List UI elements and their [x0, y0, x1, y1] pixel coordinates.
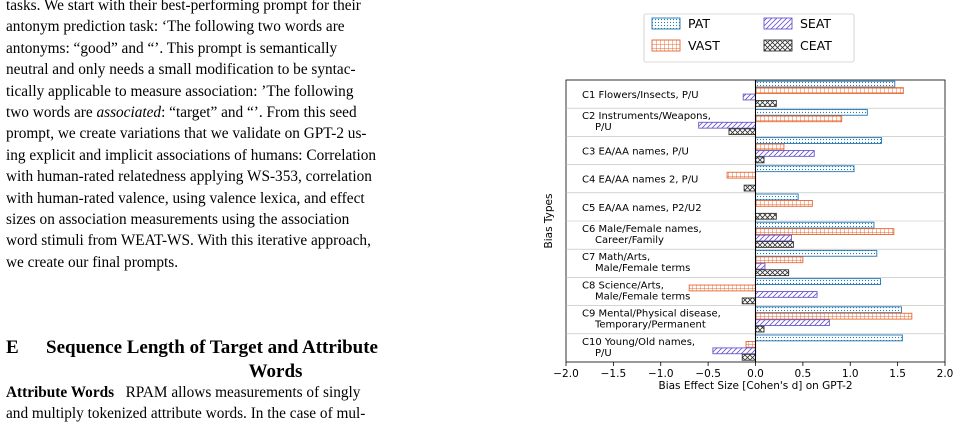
- bar-seat: [699, 122, 756, 128]
- text-line: and multiply tokenized attribute words. In the case of mul-: [6, 403, 487, 424]
- legend-swatch-seat: [764, 18, 792, 29]
- text-line: ing explicit and implicit associations of humans: Correlation: [6, 145, 487, 166]
- text-line: with human-rated valence, using valence lexica, and effect: [6, 188, 487, 209]
- top-paragraph: [6, 0, 487, 273]
- bar-ceat: [756, 213, 777, 219]
- category-label: [582, 203, 702, 214]
- bar-vast: [756, 116, 842, 122]
- x-axis-label: Bias Effect Size [Cohen's d] on GPT-2: [658, 380, 852, 392]
- bar-vast: [756, 313, 912, 319]
- bar-pat: [756, 335, 903, 341]
- legend-swatch-pat: [652, 18, 680, 29]
- bar-vast: [756, 88, 904, 94]
- category-label: [582, 337, 695, 359]
- bar-ceat: [729, 129, 756, 135]
- x-tick-label: 1.0: [842, 368, 859, 380]
- category-label-line: C3 EA/AA names, P/U: [582, 147, 689, 158]
- paragraph-runin-heading: Attribute Words: [6, 384, 114, 401]
- bias-effect-chart: [540, 0, 959, 424]
- section-number: E: [6, 336, 19, 360]
- bar-vast: [727, 172, 755, 178]
- bar-ceat: [756, 270, 789, 276]
- category-label-line: C1 Flowers/Insects, P/U: [582, 90, 699, 101]
- category-label: [582, 252, 690, 274]
- x-tick-label: −2.0: [553, 368, 579, 380]
- bar-pat: [756, 307, 902, 313]
- bar-pat: [756, 81, 895, 87]
- category-label-line: C8 Science/Arts,: [582, 280, 664, 291]
- category-label-line: C4 EA/AA names 2, P/U: [582, 175, 698, 186]
- category-label-line: C7 Math/Arts,: [582, 252, 650, 263]
- category-label-line: Career/Family: [595, 235, 664, 246]
- bar-seat: [756, 292, 818, 298]
- x-tick-label: 0.5: [795, 368, 812, 380]
- bar-pat: [756, 194, 799, 200]
- bar-pat: [756, 138, 882, 144]
- text-line: sizes on association measurements using the association: [6, 209, 487, 230]
- category-label-line: C2 Instruments/Weapons,: [582, 111, 711, 122]
- category-label-line: C5 EA/AA names, P2/U2: [582, 203, 702, 214]
- bar-pat: [756, 109, 868, 115]
- bottom-paragraph: [6, 382, 487, 425]
- category-label-line: C9 Mental/Physical disease,: [582, 309, 721, 320]
- category-label-line: Male/Female terms: [595, 263, 690, 274]
- bar-ceat: [756, 101, 777, 107]
- text-line: tasks. We start with their best-performing prompt for their: [6, 0, 487, 16]
- category-label: [582, 280, 690, 302]
- section-title-line1: Sequence Length of Target and Attribute: [46, 336, 378, 360]
- bar-vast: [756, 257, 803, 263]
- category-label: [582, 309, 721, 331]
- italic-word: associated: [96, 104, 161, 121]
- bar-seat: [743, 94, 755, 100]
- bar-ceat: [756, 326, 765, 332]
- legend-swatch-ceat: [764, 40, 792, 51]
- bar-pat: [756, 279, 881, 285]
- bar-ceat: [756, 242, 794, 248]
- category-label-line: Temporary/Permanent: [594, 320, 706, 331]
- category-label: [582, 175, 698, 186]
- plot-area: [543, 80, 953, 392]
- bar-seat: [756, 263, 765, 269]
- bar-vast: [746, 341, 755, 347]
- section-title-line2: Words: [6, 360, 487, 384]
- text-line: [6, 382, 487, 403]
- bar-seat: [756, 320, 830, 326]
- text-line: word stimuli from WEAT-WS. With this iterative approach,: [6, 230, 487, 251]
- category-label-line: P/U: [595, 122, 612, 133]
- text-line: tically applicable to measure association: ’The following: [6, 81, 487, 102]
- legend-label-vast: VAST: [688, 38, 720, 53]
- text-line: antonym prediction task: ‘The following two words are: [6, 16, 487, 37]
- legend-swatch-vast: [652, 40, 680, 51]
- bar-seat: [756, 235, 792, 241]
- category-label-line: C6 Male/Female names,: [582, 224, 702, 235]
- legend-label-seat: SEAT: [800, 16, 831, 31]
- text-column: [6, 0, 490, 424]
- y-axis-label: Bias Types: [543, 194, 555, 249]
- bar-vast: [756, 229, 894, 235]
- text-line: prompt, we create variations that we validate on GPT-2 us-: [6, 123, 487, 144]
- bar-vast: [689, 285, 755, 291]
- x-tick-label: −1.5: [601, 368, 627, 380]
- bar-pat: [756, 222, 874, 228]
- legend-label-pat: PAT: [688, 16, 710, 31]
- text-line: we create our final prompts.: [6, 252, 487, 273]
- category-label-line: C10 Young/Old names,: [582, 337, 695, 348]
- bar-seat: [756, 151, 815, 157]
- bar-vast: [756, 200, 813, 206]
- chart-legend: [644, 14, 854, 62]
- category-label: [582, 147, 689, 158]
- bar-pat: [756, 166, 855, 172]
- bar-ceat: [744, 185, 755, 191]
- x-tick-label: 2.0: [937, 368, 954, 380]
- category-label: [582, 90, 699, 101]
- text-line: antonyms: “good” and “’. This prompt is semantically: [6, 38, 487, 59]
- bar-ceat: [742, 298, 755, 304]
- bar-seat: [713, 348, 756, 354]
- bar-vast: [756, 144, 784, 150]
- x-tick-label: 1.5: [889, 368, 906, 380]
- bar-ceat: [742, 354, 755, 360]
- category-label-line: Male/Female terms: [595, 291, 690, 302]
- category-label-line: P/U: [595, 348, 612, 359]
- text-line: with human-rated relatedness applying WS-353, correlation: [6, 166, 487, 187]
- text-line-italic: two words are associated: “target” and “’. From this seed: [6, 102, 487, 123]
- category-label: [582, 111, 711, 133]
- x-tick-label: −0.5: [695, 368, 721, 380]
- bar-ceat: [756, 157, 765, 163]
- text-line: neutral and only needs a small modification to be syntac-: [6, 59, 487, 80]
- chart-svg: [540, 0, 959, 424]
- category-label: [582, 224, 702, 246]
- x-tick-label: 0.0: [747, 368, 764, 380]
- bar-pat: [756, 250, 877, 256]
- paragraph-text: RPAM allows measurements of singly: [126, 384, 361, 401]
- x-tick-label: −1.0: [648, 368, 674, 380]
- legend-label-ceat: CEAT: [800, 38, 832, 53]
